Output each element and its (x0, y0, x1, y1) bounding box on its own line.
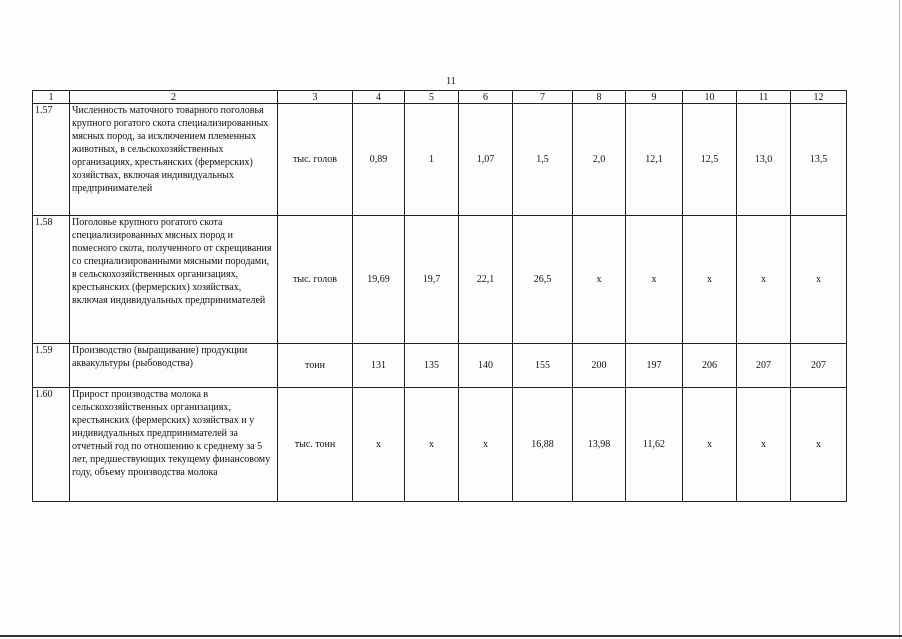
unit-cell: тыс. тонн (278, 388, 353, 502)
column-header: 6 (459, 91, 513, 104)
indicator-name: Прирост производства молока в сельскохозяйственных организациях, крестьянских (фермерских) хозяйствах и у индивидуальных предпринимателей за отчетный год по отношению к среднему за 5 лет, предшествующих текущему финансовому году, объему производства молока (70, 388, 278, 502)
column-header: 2 (70, 91, 278, 104)
value-cell: 207 (791, 344, 847, 388)
value-cell: 1,07 (459, 104, 513, 216)
header-row (33, 91, 847, 104)
column-header: 1 (33, 91, 70, 104)
value-cell: 2,0 (573, 104, 626, 216)
value-cell: x (459, 388, 513, 502)
unit-cell: тонн (278, 344, 353, 388)
table-row (33, 344, 847, 388)
column-header: 5 (405, 91, 459, 104)
scan-edge-right (899, 0, 900, 639)
row-number: 1.58 (33, 216, 70, 344)
value-cell: 197 (626, 344, 683, 388)
column-header: 11 (737, 91, 791, 104)
value-cell: 12,1 (626, 104, 683, 216)
column-header: 10 (683, 91, 737, 104)
value-cell: 19,69 (353, 216, 405, 344)
value-cell: x (683, 388, 737, 502)
table-row (33, 104, 847, 216)
value-cell: 19,7 (405, 216, 459, 344)
value-cell: 13,5 (791, 104, 847, 216)
indicator-name: Производство (выращивание) продукции аквакультуры (рыбоводства) (70, 344, 278, 388)
value-cell: 155 (513, 344, 573, 388)
value-cell: 22,1 (459, 216, 513, 344)
value-cell: 1,5 (513, 104, 573, 216)
value-cell: 131 (353, 344, 405, 388)
data-table (32, 90, 847, 502)
value-cell: 207 (737, 344, 791, 388)
value-cell: 0,89 (353, 104, 405, 216)
row-number: 1.57 (33, 104, 70, 216)
value-cell: 13,98 (573, 388, 626, 502)
value-cell: 206 (683, 344, 737, 388)
column-header: 3 (278, 91, 353, 104)
scan-edge-bottom (0, 635, 902, 637)
indicator-name: Численность маточного товарного поголовья крупного рогатого скота специализированных мясных пород, за исключением племенных животных, в сельскохозяйственных организациях, крестьянских (фермерских) хозяйствах, включая индивидуальных предпринимателей (70, 104, 278, 216)
value-cell: 1 (405, 104, 459, 216)
value-cell: 13,0 (737, 104, 791, 216)
column-header: 12 (791, 91, 847, 104)
row-number: 1.60 (33, 388, 70, 502)
table-row (33, 216, 847, 344)
value-cell: 200 (573, 344, 626, 388)
table-row (33, 388, 847, 502)
column-header: 8 (573, 91, 626, 104)
value-cell: x (405, 388, 459, 502)
column-header: 9 (626, 91, 683, 104)
column-header: 4 (353, 91, 405, 104)
value-cell: x (683, 216, 737, 344)
value-cell: 140 (459, 344, 513, 388)
unit-cell: тыс. голов (278, 216, 353, 344)
value-cell: 11,62 (626, 388, 683, 502)
value-cell: x (573, 216, 626, 344)
value-cell: x (791, 388, 847, 502)
column-header: 7 (513, 91, 573, 104)
value-cell: x (737, 216, 791, 344)
value-cell: 16,88 (513, 388, 573, 502)
value-cell: 12,5 (683, 104, 737, 216)
value-cell: x (353, 388, 405, 502)
indicator-name: Поголовье крупного рогатого скота специализированных мясных пород и помесного скота, полученного от скрещивания со специализированными мясными породами, в сельскохозяйственных организациях, крестьянских (фермерских) хозяйствах, включая индивидуальных предпринимателей (70, 216, 278, 344)
page-number: 11 (446, 76, 456, 87)
value-cell: 26,5 (513, 216, 573, 344)
row-number: 1.59 (33, 344, 70, 388)
value-cell: x (791, 216, 847, 344)
unit-cell: тыс. голов (278, 104, 353, 216)
value-cell: x (626, 216, 683, 344)
value-cell: x (737, 388, 791, 502)
value-cell: 135 (405, 344, 459, 388)
